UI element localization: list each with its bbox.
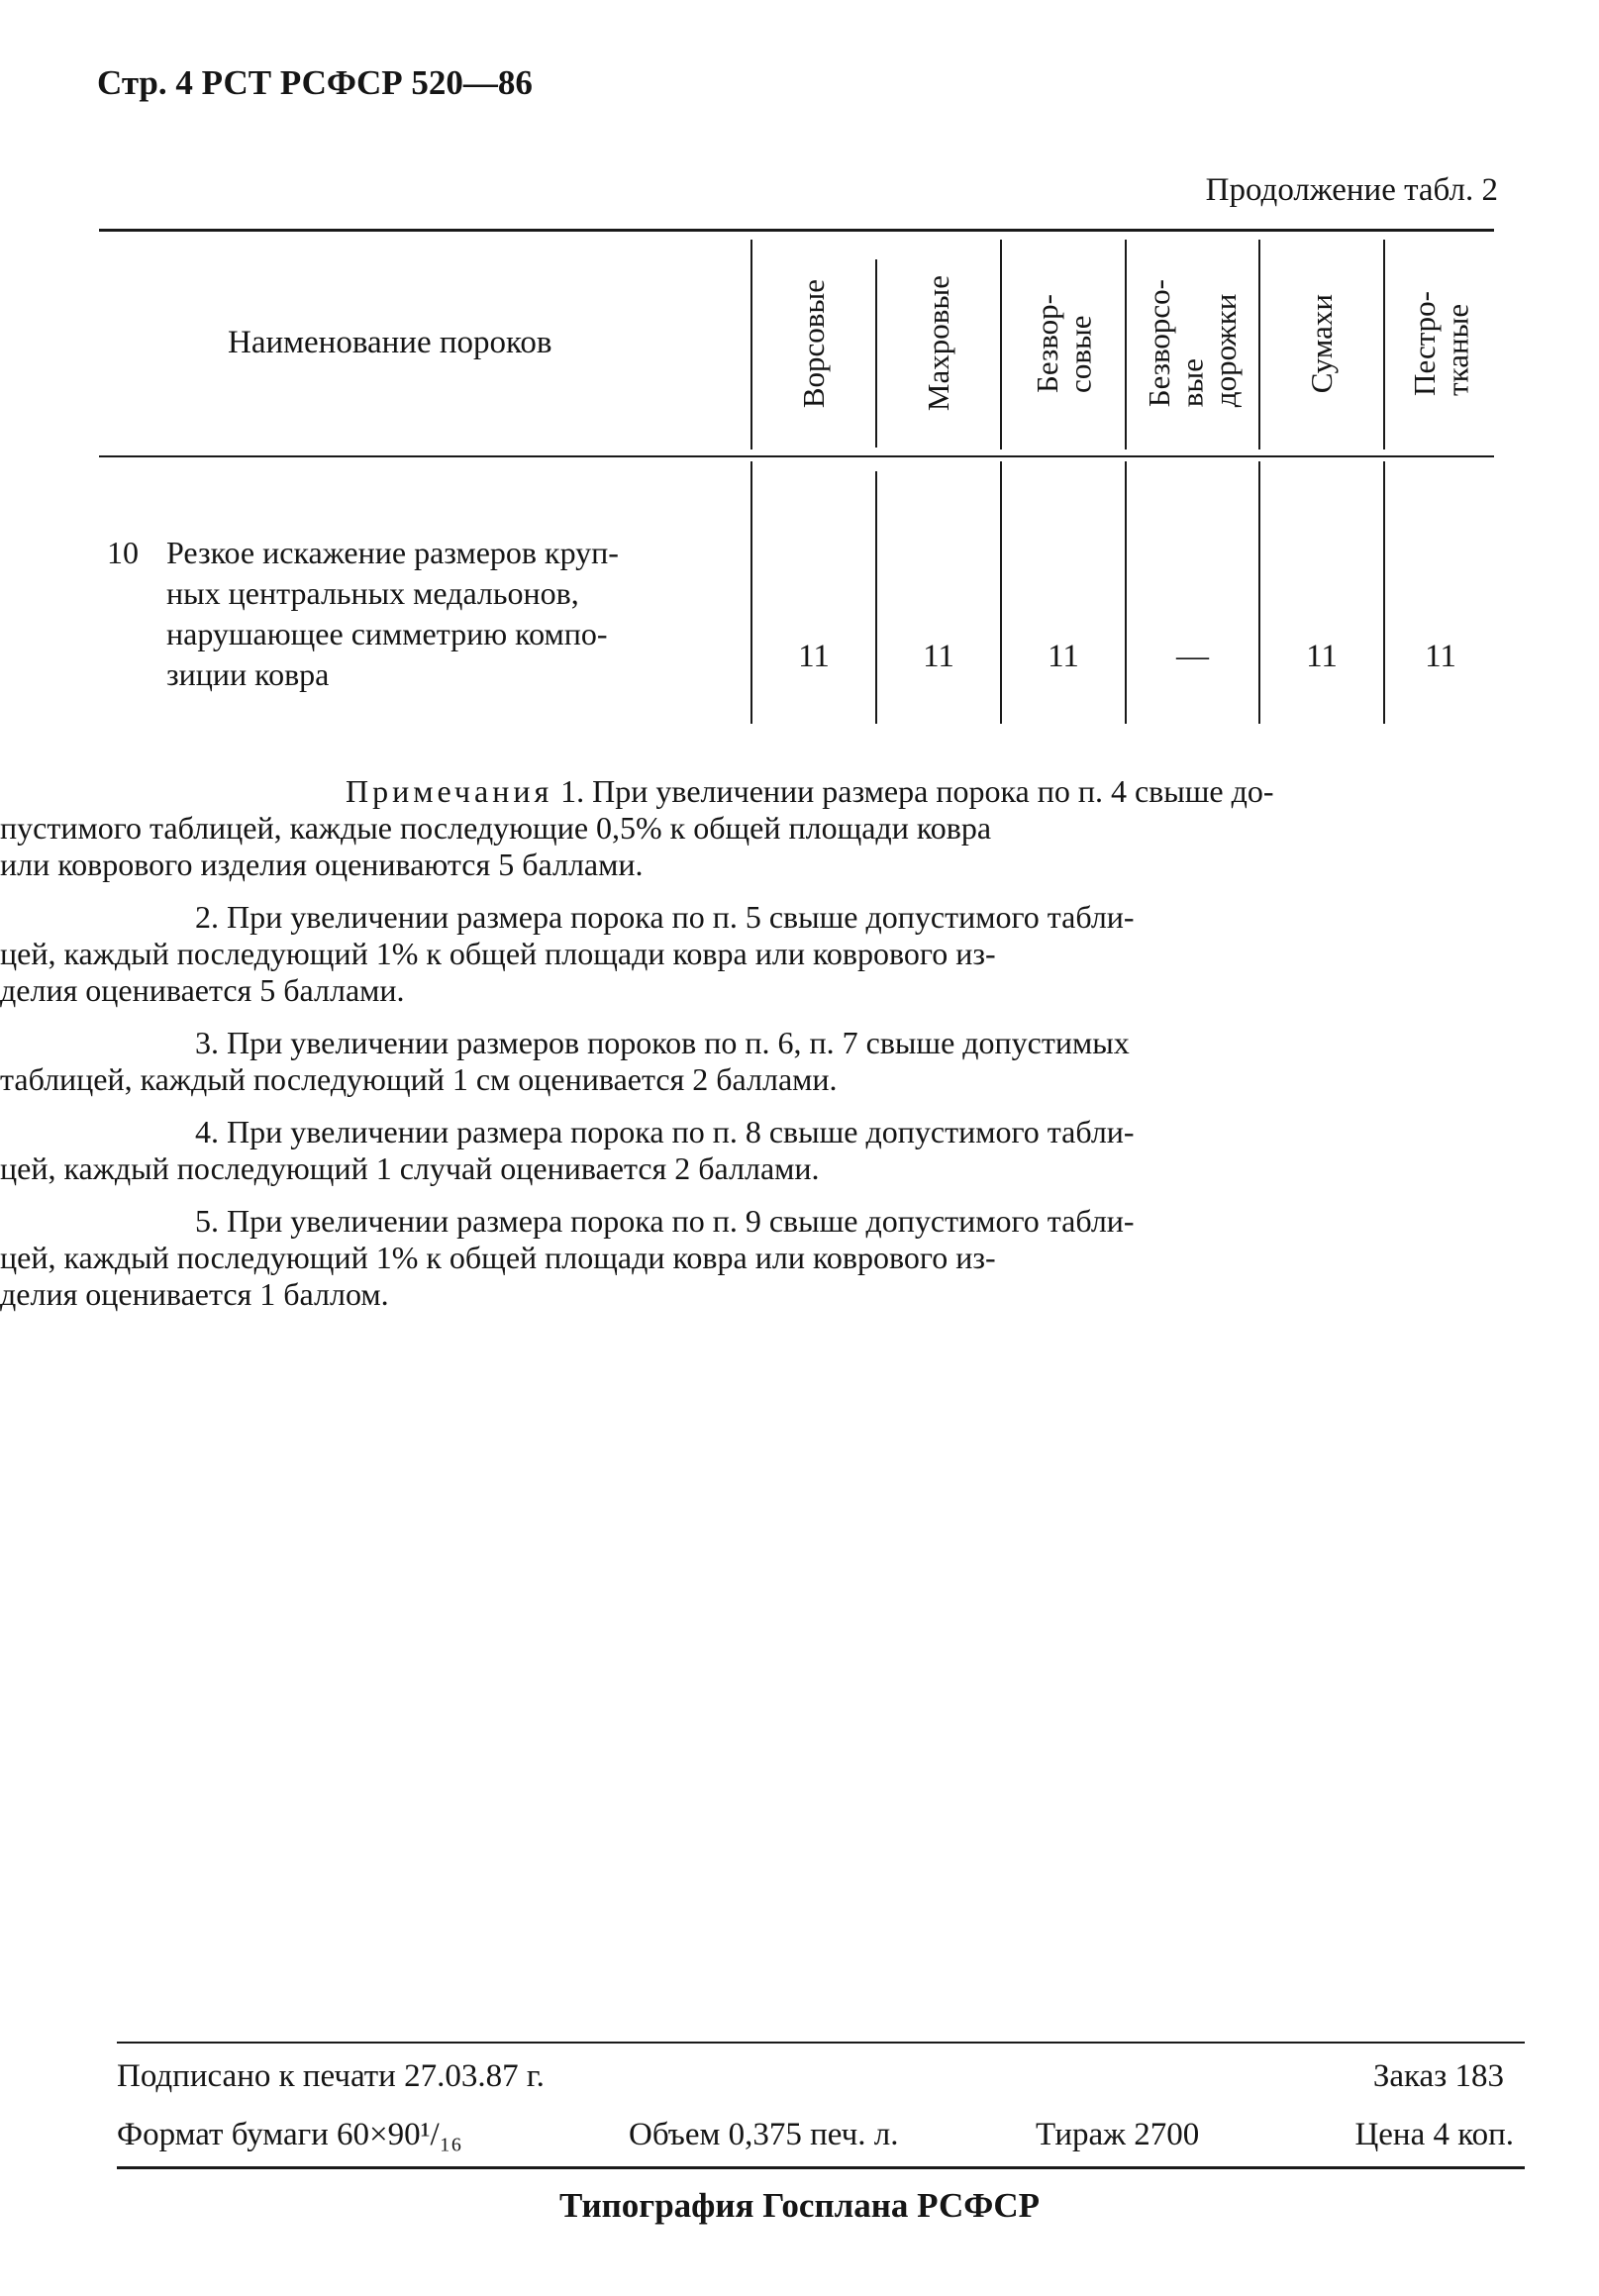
column-header-pileless-runners	[1127, 236, 1258, 451]
imprint-price: Цена 4 коп.	[1354, 2117, 1514, 2152]
column-header-line: тканые	[1440, 303, 1474, 396]
column-divider	[1383, 461, 1385, 724]
column-header-pile	[752, 236, 875, 451]
column-header-sumakh	[1260, 236, 1383, 451]
note-first-line	[195, 773, 1494, 810]
column-header-line: вые	[1174, 358, 1210, 408]
imprint-circulation: Тираж 2700	[1036, 2117, 1200, 2152]
note-first-line-text: 1. При увеличении размера порока по п. 4 свыше до-	[552, 773, 1274, 809]
row-description-line: ных центральных медальонов,	[166, 575, 579, 611]
table-top-rule	[99, 229, 1494, 232]
cell-value: 11	[798, 639, 830, 674]
column-header-flat-woven	[1385, 236, 1496, 451]
notes-label: Примечания	[346, 773, 553, 809]
column-divider	[1125, 461, 1127, 724]
column-header-line: дорожки	[1208, 294, 1244, 408]
note-line: или коврового изделия оцениваются 5 баллами.	[0, 847, 644, 882]
note-line: пустимого таблицей, каждые последующие 0,5% к общей площади ковра	[0, 810, 992, 846]
imprint-printer: Типография Госплана РСФСР	[559, 2186, 1040, 2225]
imprint-signed-date: Подписано к печати 27.03.87 г.	[117, 2058, 545, 2094]
note-item	[0, 1114, 1494, 1187]
column-header-terry	[877, 236, 1000, 451]
note-line: цей, каждый последующий 1% к общей площади ковра или коврового из-	[0, 936, 996, 971]
note-item	[0, 1025, 1494, 1098]
note-first-line-text: 3. При увеличении размеров пороков по п. 6, п. 7 свыше допустимых	[195, 1025, 1130, 1060]
table-continuation-title: Продолжение табл. 2	[1205, 172, 1498, 208]
row-description-line: нарушающее симметрию компо-	[166, 616, 608, 651]
note-line: делия оценивается 5 баллами.	[0, 972, 405, 1008]
column-divider	[1258, 461, 1260, 724]
imprint-order-number: Заказ 183	[1372, 2058, 1504, 2094]
note-first-line-text: 5. При увеличении размера порока по п. 9 свыше допустимого табли-	[195, 1203, 1135, 1239]
column-header-line: Сумахи	[1304, 293, 1340, 394]
column-header-line: совые	[1062, 315, 1097, 393]
cell-value: 11	[1306, 639, 1338, 674]
column-header-line: Махровые	[921, 275, 956, 412]
column-header-line: Ворсовые	[796, 278, 832, 409]
table-header-rule	[99, 455, 1494, 457]
note-item	[0, 773, 1494, 883]
note-first-line-text: 2. При увеличении размера порока по п. 5 свыше допустимого табли-	[195, 899, 1135, 935]
cell-value: —	[1176, 639, 1209, 674]
cell-value: 11	[1048, 639, 1079, 674]
note-line: цей, каждый последующий 1 случай оценивается 2 баллами.	[0, 1150, 820, 1186]
note-first-line-text: 4. При увеличении размера порока по п. 8 свыше допустимого табли-	[195, 1114, 1135, 1149]
imprint-paper-format: Формат бумаги 60×90¹/₁₆	[117, 2117, 462, 2152]
column-header-line: Безворсо-	[1142, 279, 1177, 408]
note-line: делия оценивается 1 баллом.	[0, 1276, 389, 1312]
row-description-line: Резкое искажение размеров круп-	[166, 535, 619, 570]
imprint-top-rule	[117, 2042, 1525, 2044]
imprint-volume: Объем 0,375 печ. л.	[629, 2117, 899, 2152]
notes-section	[0, 773, 1494, 1313]
column-divider	[750, 461, 752, 724]
note-item	[0, 1203, 1494, 1313]
page-header: Стр. 4 РСТ РСФСР 520—86	[97, 63, 533, 102]
row-description-line: зиции ковра	[166, 656, 330, 692]
row-description	[166, 533, 750, 695]
defect-name-column-header: Наименование пороков	[228, 325, 552, 360]
row-number: 10	[107, 535, 139, 570]
column-header-line: Безвор-	[1029, 294, 1064, 393]
column-divider	[875, 471, 877, 724]
cell-value: 11	[1425, 639, 1456, 674]
column-divider	[1000, 461, 1002, 724]
note-line: таблицей, каждый последующий 1 см оценивается 2 баллами.	[0, 1061, 838, 1097]
cell-value: 11	[923, 639, 954, 674]
column-header-pileless	[1002, 236, 1125, 451]
imprint-bottom-rule	[117, 2166, 1525, 2169]
note-line: цей, каждый последующий 1% к общей площади ковра или коврового из-	[0, 1240, 996, 1275]
note-item	[0, 899, 1494, 1009]
column-header-line: Пестро-	[1406, 291, 1442, 396]
